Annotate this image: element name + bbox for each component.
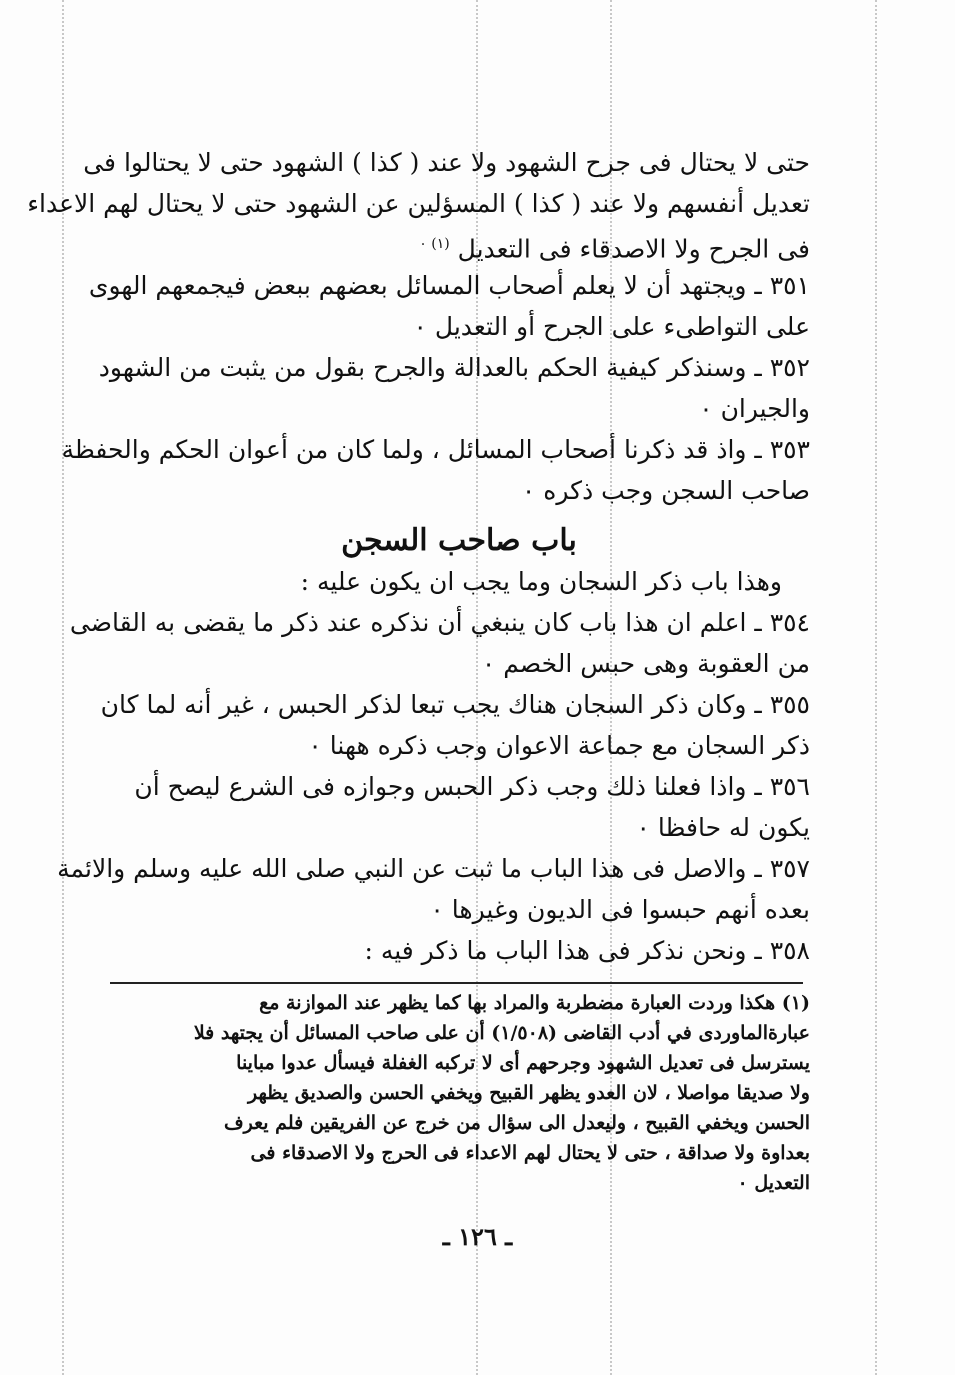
text-line: تعديل أنفسهم ولا عند ( كذا ) المسؤلين عن الشهود حتى لا يحتال لهم الاعداء <box>27 189 810 218</box>
text-line: ٣٥٣ ـ واذ قد ذكرنا أصحاب المسائل ، ولما كان من أعوان الحكم والحفظة <box>61 435 810 464</box>
scan-dotted-line-right <box>875 0 877 1375</box>
text-line: بعده أنهم حبسوا فى الديون وغيرها ٠ <box>430 895 810 924</box>
text-line: ٣٥٧ ـ والاصل فى هذا الباب ما ثبت عن النبي صلى الله عليه وسلم والائمة <box>57 854 810 883</box>
footnote-line: يسترسل فى تعديل الشهود وجرحهم أى لا تركبه الغفلة فيسأل عدوا مباينا <box>236 1052 810 1074</box>
text-line: ٣٥١ ـ ويجتهد أن لا يعلم أصحاب المسائل بعضهم ببعض فيجمعهم الهوى <box>88 271 810 300</box>
text-line: والجيران ٠ <box>699 394 810 423</box>
text-line: على التواطىء على الجرح أو التعديل ٠ <box>413 312 810 341</box>
text-line <box>108 224 810 265</box>
footnote-block <box>108 988 810 1198</box>
text-line: صاحب السجن وجب ذكره ٠ <box>521 476 810 505</box>
footnote-line: التعديل ٠ <box>737 1172 810 1194</box>
footnote-line: بعداوة ولا صداقة ، حتى لا يحتال لهم الاعداء فى الحرج ولا الاصدقاء فى <box>250 1142 810 1164</box>
text-line: وهذا باب ذكر السجان وما يجب ان يكون عليه : <box>300 567 782 596</box>
footnote-line: الحسن ويخفي القبيح ، وليعدل الى سؤال من خرج عن الفريقين فلم يعرف <box>223 1112 810 1134</box>
text-line: يكون له حافظا ٠ <box>636 813 810 842</box>
footnote-line: ولا صديقا مواصلا ، لان العدو يظهر القبيح ويخفي الحسن والصديق يظهر <box>247 1082 810 1104</box>
text-line-content: فى الجرح ولا الاصدقاء فى التعديل <box>457 234 810 264</box>
section-heading: باب صاحب السجن <box>341 523 577 558</box>
page-number: ـ ١٢٦ ـ <box>442 1222 513 1251</box>
footnote-marker: (١) ٠ <box>419 236 450 252</box>
text-line: ٣٥٥ ـ وكان ذكر السجان هناك يجب تبعا لذكر الحبس ، غير أنه لما كان <box>100 690 810 719</box>
text-line: حتى لا يحتال فى جرح الشهود ولا عند ( كذا ) الشهود حتى لا يحتالوا فى <box>83 148 810 177</box>
footnote-line: عبارةالماوردى في أدب القاضى (١/٥٠٨) أن على صاحب المسائل أن يجتهد فلا <box>193 1022 810 1044</box>
text-line: من العقوبة وهى حبس الخصم ٠ <box>481 649 810 678</box>
footnote-separator <box>110 982 803 984</box>
text-line: ٣٥٦ ـ واذا فعلنا ذلك وجب ذكر الحبس وجوازه فى الشرع ليصح أن <box>134 772 810 801</box>
text-line: ٣٥٨ ـ ونحن نذكر فى هذا الباب ما ذكر فيه : <box>364 936 810 965</box>
text-line: ٣٥٤ ـ اعلم ان هذا باب كان ينبغي أن نذكره عند ذكر ما يقضى به القاضى <box>69 608 810 637</box>
text-line: ٣٥٢ ـ وسنذكر كيفية الحكم بالعدالة والجرح بقول من يثبت من الشهود <box>98 353 810 382</box>
text-line: ذكر السجان مع جماعة الاعوان وجب ذكره ههنا ٠ <box>308 731 810 760</box>
footnote-line: (١) هكذا وردت العبارة مضطربة والمراد بها كما يظهر عند الموازنة مع <box>259 992 810 1014</box>
main-text-bottom <box>57 561 810 971</box>
main-text-top <box>27 142 810 511</box>
